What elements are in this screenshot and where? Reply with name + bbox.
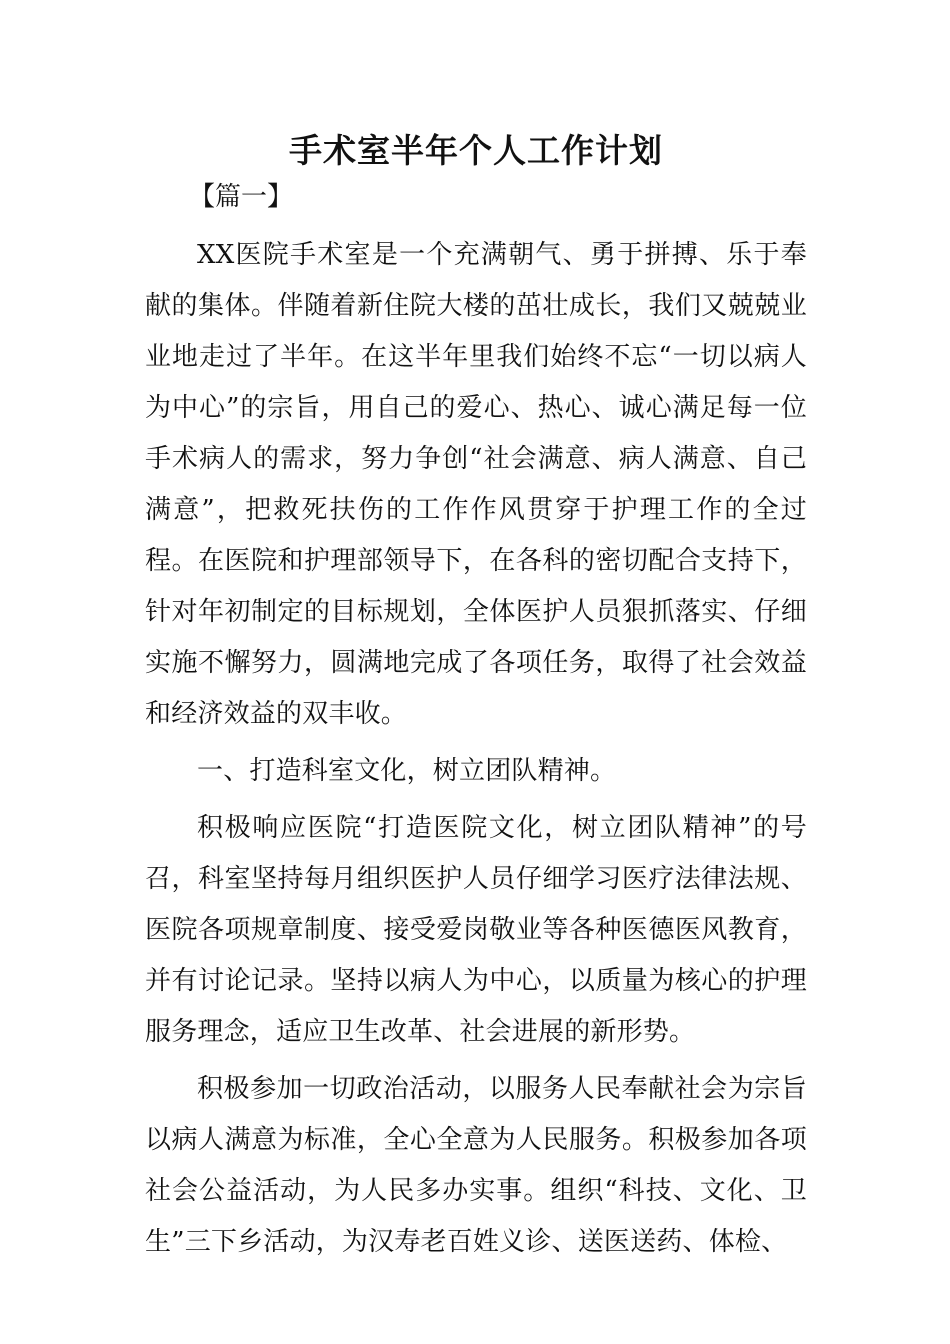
document-page	[145, 124, 807, 1268]
document-title: 手术室半年个人工作计划	[289, 131, 663, 170]
paragraph-intro: XX医院手术室是一个充满朝气、勇于拼搏、乐于奉献的集体。伴随着新住院大楼的茁壮成长，我们又兢兢业业地走过了半年。在这半年里我们始终不忘“一切以病人为中心”的宗旨，用自己的爱心、热心、诚心满足每一位手术病人的需求，努力争创“社会满意、病人满意、自己满意”，把救死扶伤的工作作风贯穿于护理工作的全过程。在医院和护理部领导下，在各科的密切配合支持下，针对年初制定的目标规划，全体医护人员狠抓落实、仔细实施不懈努力，圆满地完成了各项任务，取得了社会效益和经济效益的双丰收。	[145, 240, 807, 729]
paragraph-heading-1: 一、打造科室文化，树立团队精神。	[197, 756, 617, 786]
paragraph-activities: 积极参加一切政治活动，以服务人民奉献社会为宗旨以病人满意为标准，全心全意为人民服务。积极参加各项社会公益活动，为人民多办实事。组织“科技、文化、卫生”三下乡活动，为汉寿老百姓义诊、送医送药、体检、	[145, 1074, 807, 1257]
section-tag: 【篇一】	[189, 182, 294, 212]
paragraph-culture: 积极响应医院“打造医院文化，树立团队精神”的号召，科室坚持每月组织医护人员仔细学习医疗法律法规、医院各项规章制度、接受爱岗敬业等各种医德医风教育，并有讨论记录。坚持以病人为中心，以质量为核心的护理服务理念，适应卫生改革、社会进展的新形势。	[145, 813, 807, 1047]
